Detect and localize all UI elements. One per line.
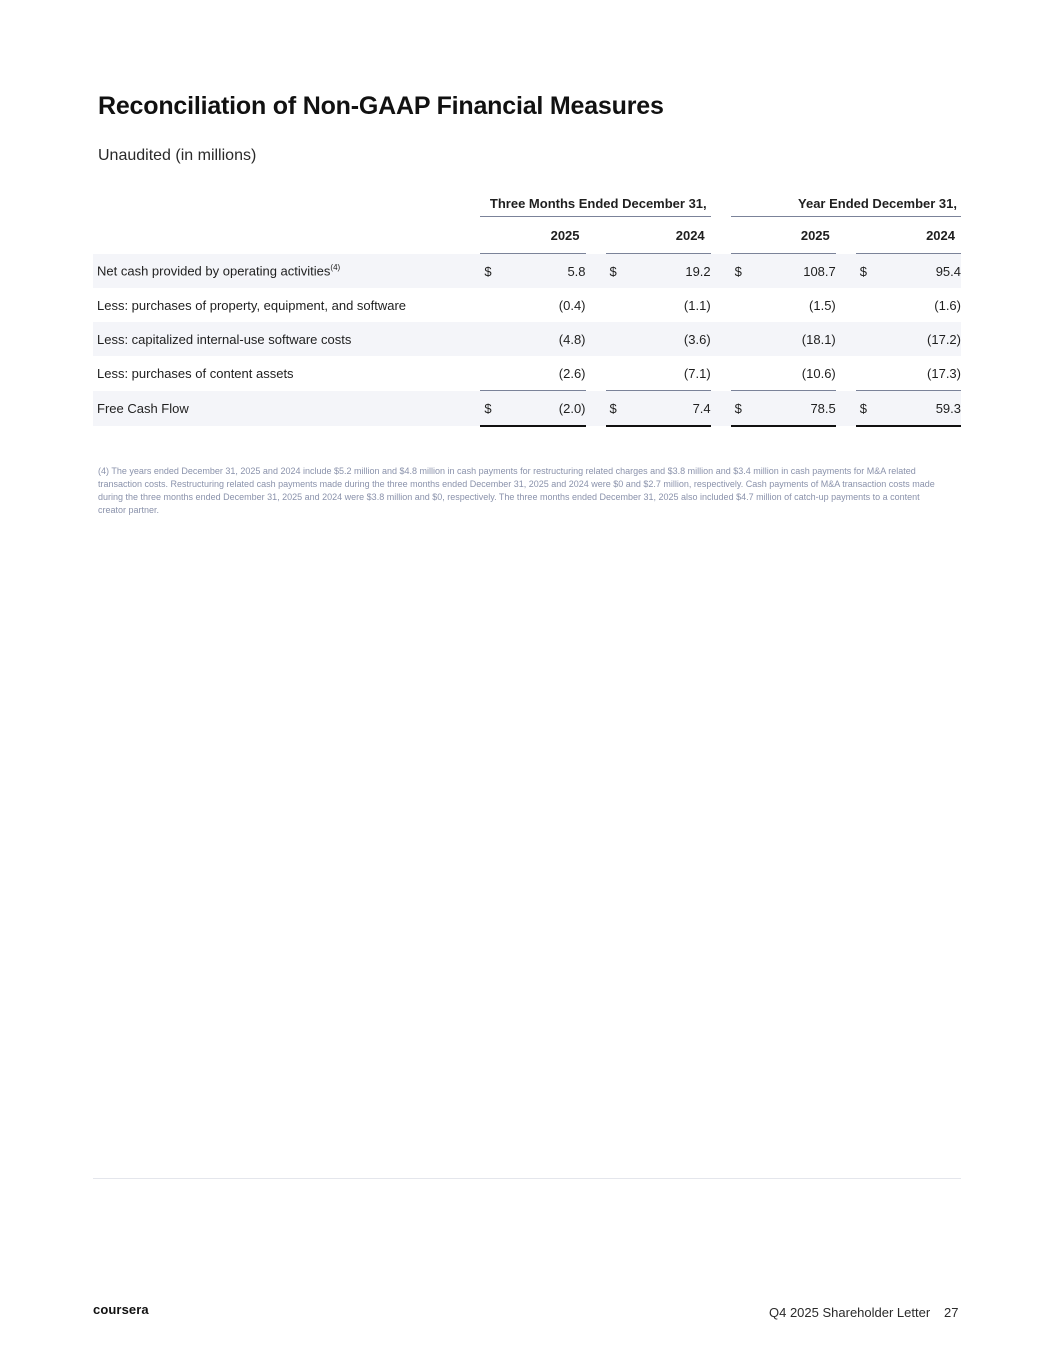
currency-symbol — [606, 356, 628, 391]
currency-symbol: $ — [731, 254, 753, 289]
currency-symbol: $ — [856, 254, 878, 289]
table-row — [93, 254, 961, 289]
currency-symbol — [856, 356, 878, 391]
year-header: 2024 — [856, 217, 961, 254]
group-header-year: Year Ended December 31, — [731, 190, 961, 217]
value-cell: 7.4 — [628, 391, 711, 427]
group-header-three-months: Three Months Ended December 31, — [480, 190, 710, 217]
value-cell: (17.2) — [878, 322, 961, 356]
footnote-ref: (4) — [330, 263, 341, 273]
value-cell: 19.2 — [628, 254, 711, 289]
footer-divider — [93, 1178, 961, 1179]
value-cell: 5.8 — [502, 254, 585, 289]
year-header: 2025 — [480, 217, 585, 254]
value-cell: 59.3 — [878, 391, 961, 427]
currency-symbol — [731, 322, 753, 356]
value-cell: (3.6) — [628, 322, 711, 356]
currency-symbol: $ — [606, 391, 628, 427]
value-cell: (1.5) — [809, 297, 836, 313]
footer-document-title: Q4 2025 Shareholder Letter — [769, 1305, 931, 1320]
value-cell: (2.6) — [558, 365, 586, 381]
table-row-total — [93, 391, 961, 427]
page-title: Reconciliation of Non-GAAP Financial Measures — [98, 92, 664, 120]
row-label — [93, 254, 480, 289]
value-cell: (10.6) — [801, 365, 836, 381]
currency-symbol — [606, 288, 628, 322]
footnote: (4) The years ended December 31, 2025 and 2024 include $5.2 million and $4.8 million in cash payments for restructuring related charges and $3.8 million and $3.4 million in cash payments for M&A related transaction costs. Restructuring related cash payments made during the three months ended December 31, 2025 and 2024 were $0 and $2.7 million, respectively. Cash payments of M&A transaction costs made during the three months ended December 31, 2025 and 2024 were $3.8 million and $0, respectively. The three months ended December 31, 2025 also included $4.7 million of catch-up payments to a content creator partner. — [98, 466, 935, 515]
value-cell: (0.4) — [558, 297, 586, 313]
value-cell: (4.8) — [502, 322, 585, 356]
currency-symbol — [480, 288, 502, 322]
currency-symbol — [480, 356, 502, 391]
table-row — [93, 356, 961, 391]
row-label: Less: purchases of content assets — [97, 365, 294, 381]
currency-symbol: $ — [606, 254, 628, 289]
value-cell: (7.1) — [683, 365, 711, 381]
currency-symbol — [606, 322, 628, 356]
currency-symbol — [856, 322, 878, 356]
table-row — [93, 288, 961, 322]
currency-symbol: $ — [480, 391, 502, 427]
currency-symbol — [731, 288, 753, 322]
row-label: Less: purchases of property, equipment, and software — [97, 297, 407, 313]
row-label-text: Net cash provided by operating activities — [97, 263, 331, 279]
year-header: 2024 — [606, 217, 711, 254]
row-label: Less: capitalized internal-use software costs — [93, 322, 480, 356]
value-cell: (2.0) — [502, 391, 585, 427]
currency-symbol — [480, 322, 502, 356]
value-cell: (18.1) — [753, 322, 836, 356]
table-row — [93, 322, 961, 356]
value-cell: 108.7 — [753, 254, 836, 289]
year-header: 2025 — [731, 217, 836, 254]
reconciliation-table — [93, 190, 961, 427]
value-cell: (1.6) — [934, 297, 961, 313]
currency-symbol — [731, 356, 753, 391]
value-cell: 95.4 — [878, 254, 961, 289]
value-cell: 78.5 — [753, 391, 836, 427]
table-group-header-row — [93, 190, 961, 217]
currency-symbol: $ — [856, 391, 878, 427]
value-cell: (1.1) — [683, 297, 711, 313]
page-number: 27 — [944, 1305, 959, 1320]
value-cell: (17.3) — [927, 365, 961, 381]
currency-symbol: $ — [731, 391, 753, 427]
currency-symbol — [856, 288, 878, 322]
row-label: Free Cash Flow — [93, 391, 480, 427]
table-year-header-row — [93, 217, 961, 254]
coursera-logo: coursera — [93, 1302, 149, 1317]
currency-symbol: $ — [480, 254, 502, 289]
subtitle: Unaudited (in millions) — [98, 147, 257, 164]
